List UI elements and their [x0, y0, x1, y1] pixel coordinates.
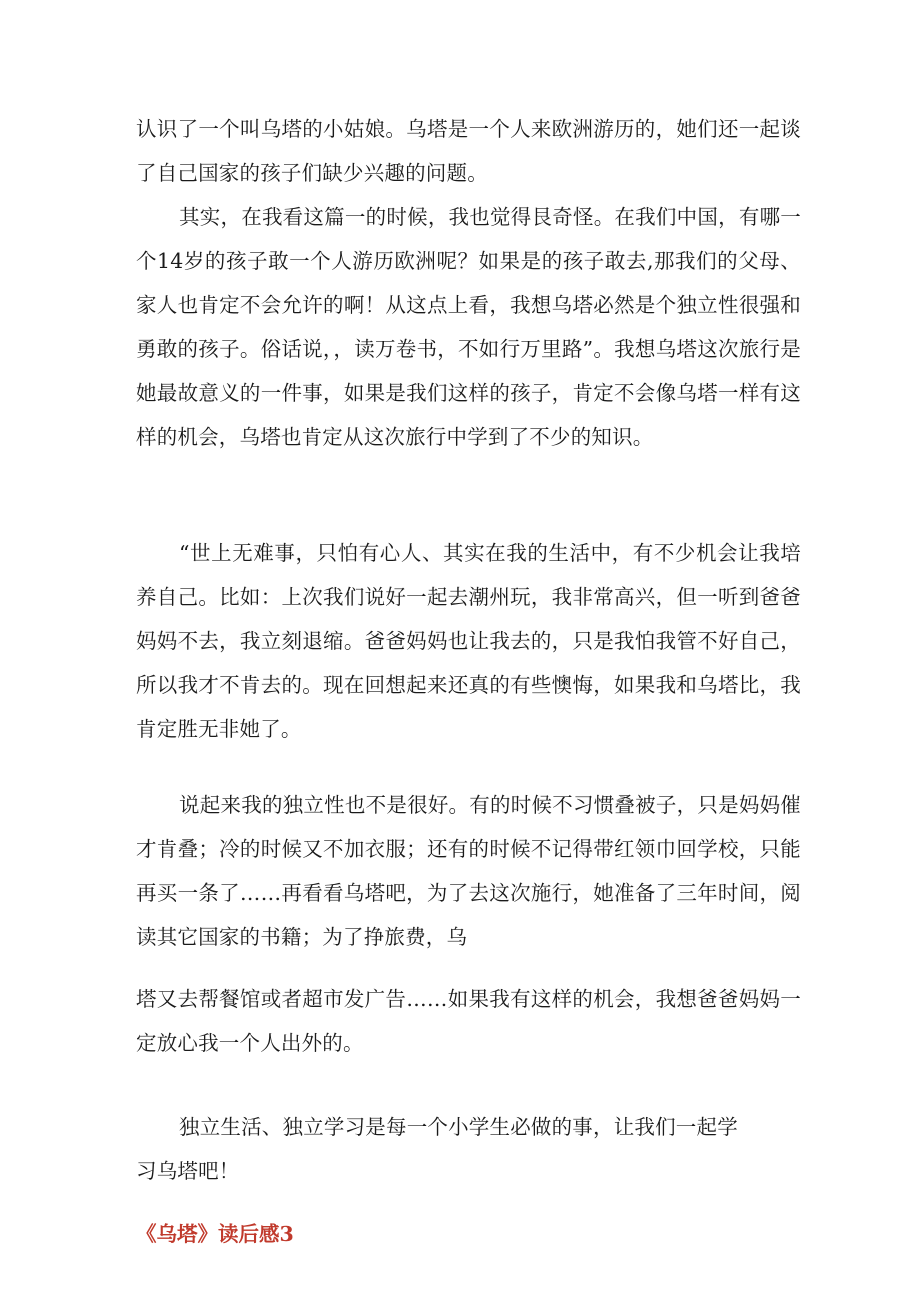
paragraph-6: 独立生活、独立学习是每一个小学生必做的事，让我们一起学 — [179, 1115, 738, 1139]
paragraph-2: 其实，在我看这篇一的时候，我也觉得艮奇怪。在我们中国，有哪一个14岁的孩子敢一个人游历欧洲呢？如果是的孩子敢去,那我们的父母、家人也肯定不会允许的啊！从这点上看，我想乌塔必然是个独立性很强和勇敢的孩子。俗话说，，读万卷书，不如行万里路”。我想乌塔这次旅行是她最故意义的一件事，如果是我们这样的孩子，肯定不会像乌塔一样有这样的机会，乌塔也肯定从这次旅行中学到了不少的知识。 — [136, 205, 801, 449]
paragraph-3: “世上无难事，只怕有心人、其实在我的生活中，有不少机会让我培养自己。比如：上次我们说好一起去潮州玩，我非常高兴，但一听到爸爸妈妈不去，我立刻退缩。爸爸妈妈也让我去的，只是我怕我管不好自己，所以我才不肯去的。现在回想起来还真的有些懊悔，如果我和乌塔比，我肯定胜无非她了。 — [136, 541, 801, 741]
paragraph-7: 习乌塔吧！ — [136, 1159, 240, 1183]
paragraph-5: 塔又去帮餐馆或者超市发广告……如果我有这样的机会，我想爸爸妈妈一定放心我一个人出外的。 — [136, 987, 801, 1055]
paragraph-4: 说起来我的独立性也不是很好。有的时候不习惯叠被子，只是妈妈催才肯叠；冷的时候又不加衣服；还有的时候不记得带红领巾回学校，只能再买一条了……再看看乌塔吧，为了去这次施行，她准备了三年时间，阅读其它国家的书籍；为了挣旅费，乌 — [136, 793, 801, 949]
section-heading: 《乌塔》读后感3 — [136, 1222, 294, 1246]
paragraph-1: 认识了一个叫乌塔的小姑娘。乌塔是一个人来欧洲游历的，她们还一起谈了自己国家的孩子们缺少兴趣的问题。 — [136, 117, 801, 185]
